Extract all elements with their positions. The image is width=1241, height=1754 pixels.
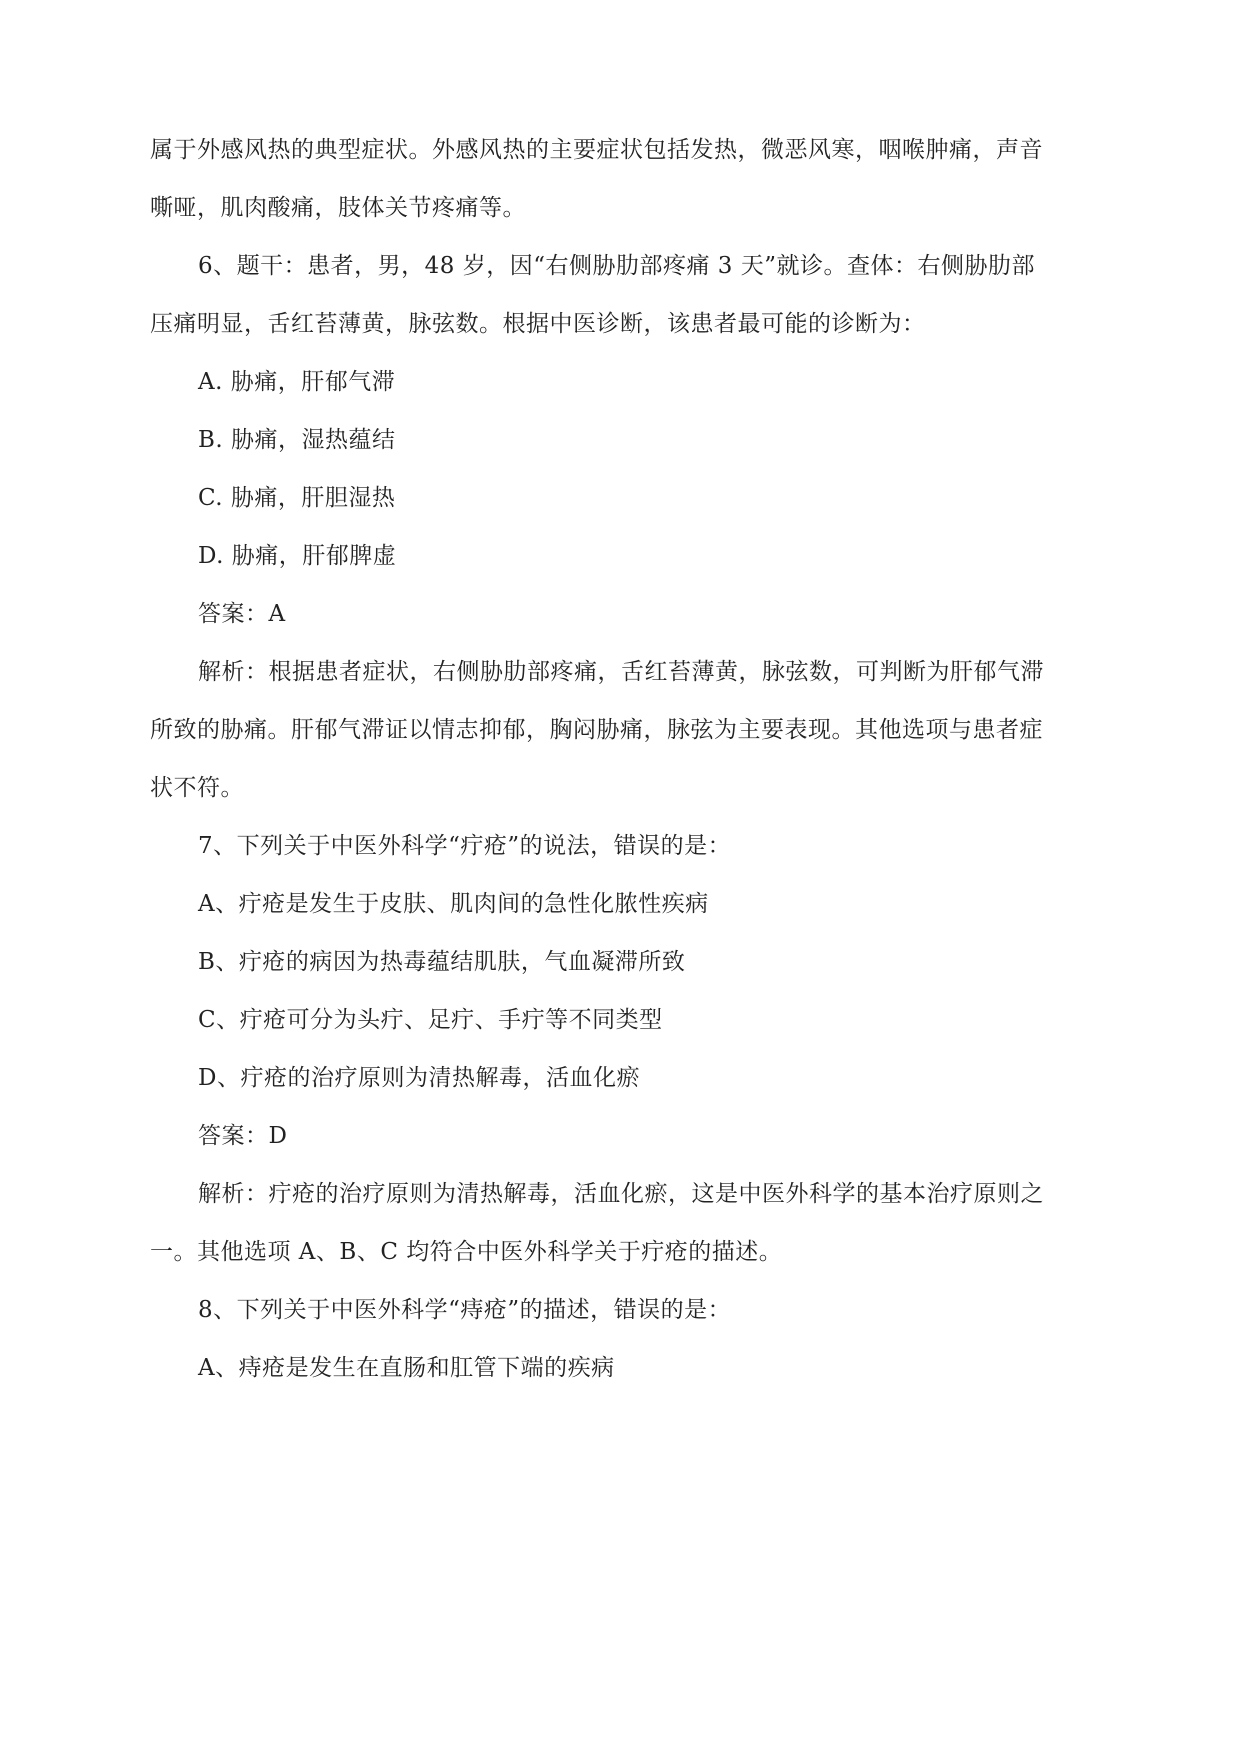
text-line: 压痛明显，舌红苔薄黄，脉弦数。根据中医诊断，该患者最可能的诊断为： (150, 311, 926, 337)
option-b: B、疔疮的病因为热毒蕴结肌肤，气血凝滞所致 (198, 949, 686, 975)
text-line: 属于外感风热的典型症状。外感风热的主要症状包括发热，微恶风寒，咽喉肿痛，声音 (150, 137, 1043, 163)
answer-7: 答案：D (198, 1123, 288, 1149)
text-line: 所致的胁痛。肝郁气滞证以情志抑郁，胸闷胁痛，脉弦为主要表现。其他选项与患者症 (150, 717, 1043, 743)
text-line: 一。其他选项 A、B、C 均符合中医外科学关于疔疮的描述。 (150, 1239, 783, 1265)
option-d: D. 胁痛，肝郁脾虚 (198, 543, 397, 569)
question-6-stem: 6、题干：患者，男，48 岁，因“右侧胁肋部疼痛 3 天”就诊。查体：右侧胁肋部 (198, 253, 1035, 279)
option-c: C. 胁痛，肝胆湿热 (198, 485, 396, 511)
option-d: D、疔疮的治疗原则为清热解毒，活血化瘀 (198, 1065, 640, 1091)
analysis-7: 解析：疔疮的治疗原则为清热解毒，活血化瘀，这是中医外科学的基本治疗原则之 (198, 1181, 1044, 1207)
option-a: A. 胁痛，肝郁气滞 (198, 369, 396, 395)
text-line: 状不符。 (150, 775, 244, 801)
option-a: A、痔疮是发生在直肠和肛管下端的疾病 (198, 1355, 615, 1381)
question-7-stem: 7、下列关于中医外科学“疔疮”的说法，错误的是： (198, 833, 732, 859)
analysis-6: 解析：根据患者症状，右侧胁肋部疼痛，舌红苔薄黄，脉弦数，可判断为肝郁气滞 (198, 659, 1044, 685)
answer-6: 答案：A (198, 601, 286, 627)
question-8-stem: 8、下列关于中医外科学“痔疮”的描述，错误的是： (198, 1297, 732, 1323)
option-c: C、疔疮可分为头疔、足疔、手疔等不同类型 (198, 1007, 663, 1033)
option-a: A、疔疮是发生于皮肤、肌肉间的急性化脓性疾病 (198, 891, 709, 917)
text-line: 嘶哑，肌肉酸痛，肢体关节疼痛等。 (150, 195, 526, 221)
option-b: B. 胁痛，湿热蕴结 (198, 427, 396, 453)
